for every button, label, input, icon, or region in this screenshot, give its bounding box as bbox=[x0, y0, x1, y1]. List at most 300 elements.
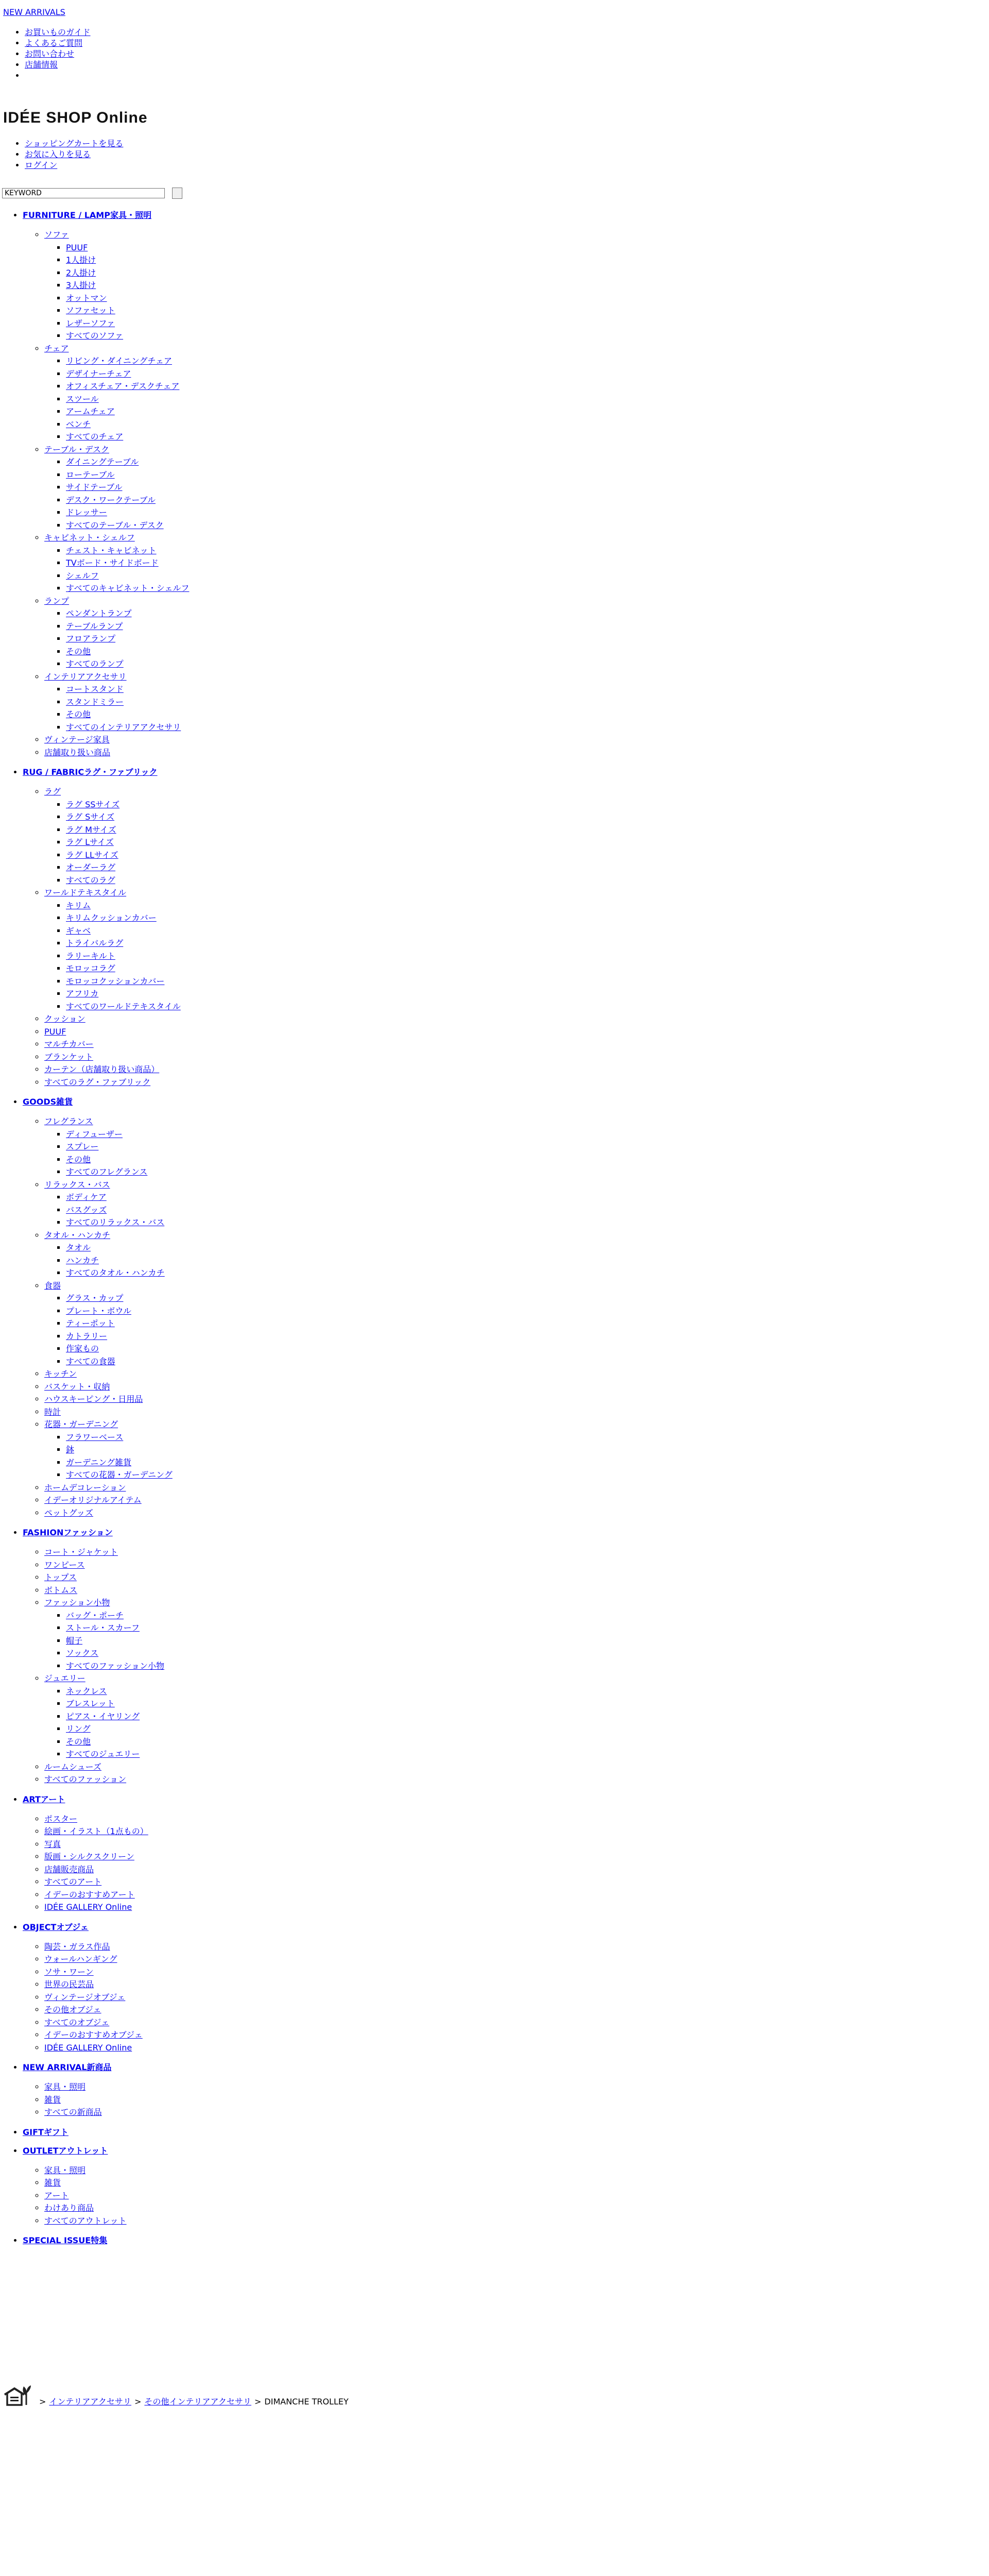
nav-subcategory-link[interactable]: キッチン bbox=[44, 1369, 77, 1379]
nav-subcategory-link[interactable]: クッション bbox=[44, 1014, 86, 1024]
nav-subcategory-link[interactable]: 店舗取り扱い商品 bbox=[44, 747, 111, 757]
nav-subcategory bbox=[44, 2164, 189, 2177]
nav-category bbox=[23, 1794, 189, 1914]
nav-leaf bbox=[66, 355, 189, 368]
search-button[interactable] bbox=[172, 188, 182, 199]
nav-leaf-link[interactable]: オーダーラグ bbox=[66, 862, 116, 872]
nav-leaf-link[interactable]: サイドテーブル bbox=[66, 482, 123, 492]
nav-subcategory-link[interactable]: ブランケット bbox=[44, 1052, 93, 1062]
nav-subcategory-link[interactable]: すべてのラグ・ファブリック bbox=[44, 1077, 151, 1087]
nav-leaf bbox=[66, 494, 189, 507]
nav-subcategory bbox=[44, 1406, 189, 1419]
nav-subcategory-link[interactable]: インテリアアクセサリ bbox=[44, 671, 127, 682]
nav-subcategory-link[interactable]: 家具・照明 bbox=[44, 2165, 86, 2175]
nav-subcategory bbox=[44, 1229, 189, 1280]
nav-leaf-link[interactable]: 鉢 bbox=[66, 1445, 75, 1454]
nav-subcategory-link[interactable]: キャビネット・シェルフ bbox=[44, 533, 135, 543]
nav-leaf-link[interactable]: オットマン bbox=[66, 293, 107, 303]
nav-subcategory-list bbox=[23, 1546, 189, 1786]
nav-leaf-link[interactable]: すべての花器・ガーデニング bbox=[66, 1470, 173, 1480]
nav-subcategory-link[interactable]: IDÉE GALLERY Online bbox=[44, 1902, 132, 1912]
nav-leaf-link[interactable]: アームチェア bbox=[66, 406, 115, 416]
nav-leaf-link[interactable]: スツール bbox=[66, 394, 99, 404]
nav-category-link[interactable]: FURNITURE / LAMP家具・照明 bbox=[23, 210, 151, 220]
nav-subcategory bbox=[44, 1013, 189, 1026]
nav-leaf-link[interactable]: コートスタンド bbox=[66, 684, 124, 694]
nav-leaf-link[interactable]: モロッコクッションカバー bbox=[66, 976, 165, 986]
nav-leaf-link[interactable]: リビング・ダイニングチェア bbox=[66, 356, 172, 366]
nav-leaf bbox=[66, 1141, 189, 1154]
nav-leaf bbox=[66, 708, 189, 721]
nav-subcategory-link[interactable]: ハウスキーピング・日用品 bbox=[44, 1394, 143, 1404]
nav-category-link[interactable]: GOODS雑貨 bbox=[23, 1097, 73, 1107]
nav-subcategory-link[interactable]: マルチカバー bbox=[44, 1039, 94, 1049]
nav-leaf-link[interactable]: バスグッズ bbox=[66, 1205, 107, 1215]
nav-subcategory bbox=[44, 2190, 189, 2202]
user-menu-item bbox=[25, 149, 123, 160]
nav-leaf bbox=[66, 646, 189, 658]
nav-leaf-list bbox=[44, 545, 189, 595]
nav-subcategory bbox=[44, 747, 189, 759]
nav-leaf-link[interactable]: オフィスチェア・デスクチェア bbox=[66, 381, 180, 391]
nav-leaf-link[interactable]: ソファセット bbox=[66, 306, 115, 315]
nav-leaf-link[interactable]: その他 bbox=[66, 709, 91, 719]
nav-leaf-link[interactable]: その他 bbox=[66, 1736, 91, 1747]
nav-leaf-link[interactable]: ギャベ bbox=[66, 925, 91, 936]
nav-category bbox=[23, 2127, 189, 2138]
nav-leaf-list bbox=[44, 799, 189, 887]
nav-subcategory-link[interactable]: 雑貨 bbox=[44, 2094, 61, 2105]
nav-leaf-link[interactable]: キリムクッションカバー bbox=[66, 913, 157, 923]
nav-subcategory-link[interactable]: すべてのファッション bbox=[44, 1774, 127, 1784]
nav-category-link[interactable]: RUG / FABRICラグ・ファブリック bbox=[23, 767, 158, 777]
nav-leaf-link[interactable]: すべてのタオル・ハンカチ bbox=[66, 1268, 165, 1278]
nav-leaf-link[interactable]: ティーポット bbox=[66, 1318, 115, 1328]
nav-subcategory-link[interactable]: 雑貨 bbox=[44, 2178, 61, 2188]
nav-leaf-link[interactable]: シェルフ bbox=[66, 570, 99, 581]
nav-leaf-link[interactable]: すべてのファッション小物 bbox=[66, 1660, 165, 1671]
nav-leaf-link[interactable]: すべてのインテリアアクセサリ bbox=[66, 722, 181, 732]
nav-subcategory-link[interactable]: アート bbox=[44, 2190, 69, 2200]
nav-leaf bbox=[66, 1698, 189, 1710]
nav-leaf bbox=[66, 874, 189, 887]
favorites-link[interactable]: お気に入りを見る bbox=[25, 149, 91, 159]
nav-category-link[interactable]: SPECIAL ISSUE特集 bbox=[23, 2235, 108, 2245]
nav-leaf bbox=[66, 1748, 189, 1761]
nav-subcategory bbox=[44, 595, 189, 671]
nav-subcategory bbox=[44, 1115, 189, 1179]
nav-leaf bbox=[66, 582, 189, 595]
nav-leaf-list bbox=[44, 1191, 189, 1229]
nav-leaf-link[interactable]: トライバルラグ bbox=[66, 938, 124, 948]
nav-leaf-link[interactable]: タオル bbox=[66, 1243, 91, 1252]
nav-subcategory-link[interactable]: リラックス・バス bbox=[44, 1179, 110, 1190]
nav-leaf-link[interactable]: ラグ Mサイズ bbox=[66, 824, 116, 835]
nav-leaf-link[interactable]: ドレッサー bbox=[66, 507, 107, 517]
utility-menu-item bbox=[25, 59, 91, 70]
nav-leaf bbox=[66, 330, 189, 343]
nav-subcategory-link[interactable]: 陶芸・ガラス作品 bbox=[44, 1941, 110, 1952]
nav-category-link[interactable]: GIFTギフト bbox=[23, 2127, 69, 2137]
nav-leaf bbox=[66, 304, 189, 317]
nav-category-link[interactable]: FASHIONファッション bbox=[23, 1528, 113, 1537]
nav-leaf-link[interactable]: バッグ・ポーチ bbox=[66, 1610, 124, 1620]
breadcrumb-separator: > bbox=[39, 2397, 46, 2406]
nav-leaf-link[interactable]: ラグ LLサイズ bbox=[66, 850, 118, 860]
nav-leaf bbox=[66, 683, 189, 696]
nav-leaf-link[interactable]: すべてのラグ bbox=[66, 875, 115, 885]
nav-subcategory-link[interactable]: すべてのオブジェ bbox=[44, 2017, 110, 2027]
nav-subcategory-link[interactable]: ホームデコレーション bbox=[44, 1482, 126, 1493]
site-logo[interactable]: IDÉE SHOP Online bbox=[3, 109, 148, 126]
nav-subcategory-link[interactable]: コート・ジャケット bbox=[44, 1547, 118, 1557]
nav-leaf-link[interactable]: その他 bbox=[66, 1154, 91, 1164]
nav-leaf-link[interactable]: TVボード・サイドボード bbox=[66, 558, 159, 568]
breadcrumb-link[interactable]: その他インテリアアクセサリ bbox=[144, 2397, 251, 2406]
nav-subcategory-link[interactable]: ボトムス bbox=[44, 1585, 78, 1595]
nav-leaf-link[interactable]: モロッコラグ bbox=[66, 963, 115, 973]
nav-subcategory bbox=[44, 1368, 189, 1381]
nav-leaf bbox=[66, 849, 189, 862]
nav-category-link[interactable]: ARTアート bbox=[23, 1794, 65, 1804]
nav-subcategory bbox=[44, 1851, 189, 1863]
nav-leaf bbox=[66, 633, 189, 646]
nav-category bbox=[23, 210, 189, 759]
nav-leaf-link[interactable]: ダイニングテーブル bbox=[66, 457, 139, 467]
nav-leaf bbox=[66, 393, 189, 406]
nav-leaf-link[interactable]: ラグ Lサイズ bbox=[66, 837, 114, 847]
utility-menu-item-empty bbox=[25, 70, 91, 81]
nav-leaf bbox=[66, 824, 189, 837]
nav-subcategory bbox=[44, 1418, 189, 1482]
nav-subcategory-link[interactable]: その他オブジェ bbox=[44, 2005, 101, 2014]
nav-subcategory-link[interactable]: 世界の民芸品 bbox=[44, 1979, 94, 1989]
nav-subcategory-link[interactable]: ヴィンテージ家具 bbox=[44, 735, 110, 744]
nav-category-link[interactable]: OUTLETアウトレット bbox=[23, 2145, 108, 2156]
nav-leaf bbox=[66, 1292, 189, 1305]
nav-subcategory-link[interactable]: フレグランス bbox=[44, 1116, 93, 1126]
nav-leaf-link[interactable]: すべてのジュエリー bbox=[66, 1749, 140, 1759]
nav-subcategory bbox=[44, 1941, 189, 1954]
breadcrumb-current: DIMANCHE TROLLEY bbox=[264, 2397, 349, 2406]
nav-subcategory bbox=[44, 1901, 189, 1914]
nav-leaf-link[interactable]: その他 bbox=[66, 646, 91, 656]
nav-leaf bbox=[66, 1330, 189, 1343]
nav-subcategory bbox=[44, 1813, 189, 1826]
nav-subcategory-link[interactable]: IDÉE GALLERY Online bbox=[44, 2042, 132, 2053]
nav-subcategory bbox=[44, 2202, 189, 2215]
nav-subcategory-link[interactable]: ラグ bbox=[44, 787, 61, 796]
cart-link[interactable]: ショッピングカートを見る bbox=[25, 139, 124, 148]
nav-leaf bbox=[66, 912, 189, 925]
nav-subcategory bbox=[44, 1889, 189, 1902]
nav-subcategory bbox=[44, 2042, 189, 2055]
nav-leaf-link[interactable]: テーブルランプ bbox=[66, 621, 123, 631]
nav-subcategory bbox=[44, 1991, 189, 2004]
nav-subcategory-link[interactable]: すべての新商品 bbox=[44, 2107, 102, 2117]
nav-subcategory bbox=[44, 1597, 189, 1672]
nav-subcategory-link[interactable]: 店舗販売商品 bbox=[44, 1864, 94, 1874]
nav-subcategory bbox=[44, 1672, 189, 1761]
nav-subcategory-link[interactable]: トップス bbox=[44, 1572, 77, 1582]
nav-subcategory bbox=[44, 1761, 189, 1774]
nav-leaf-list bbox=[44, 355, 189, 444]
nav-leaf-link[interactable]: グラス・カップ bbox=[66, 1293, 124, 1303]
nav-leaf-link[interactable]: すべてのソファ bbox=[66, 331, 124, 341]
nav-leaf bbox=[66, 254, 189, 267]
nav-leaf-link[interactable]: ディフューザー bbox=[66, 1129, 123, 1139]
nav-leaf-link[interactable]: ラグ Sサイズ bbox=[66, 812, 114, 822]
nav-leaf bbox=[66, 658, 189, 671]
nav-leaf bbox=[66, 368, 189, 381]
nav-subcategory-link[interactable]: ワールドテキスタイル bbox=[44, 888, 127, 897]
nav-subcategory-link[interactable]: 家具・照明 bbox=[44, 2082, 86, 2092]
nav-leaf-link[interactable]: ピアス・イヤリング bbox=[66, 1711, 140, 1721]
nav-leaf-list bbox=[44, 1431, 189, 1482]
nav-leaf-link[interactable]: チェスト・キャビネット bbox=[66, 545, 157, 555]
nav-subcategory bbox=[44, 1876, 189, 1889]
nav-subcategory bbox=[44, 1773, 189, 1786]
nav-subcategory bbox=[44, 1381, 189, 1394]
nav-leaf-link[interactable]: ハンカチ bbox=[66, 1255, 99, 1265]
nav-leaf-link[interactable]: ペンダントランプ bbox=[66, 608, 132, 618]
nav-subcategory-link[interactable]: ランプ bbox=[44, 596, 70, 606]
nav-leaf bbox=[66, 811, 189, 824]
nav-subcategory-list bbox=[23, 786, 189, 1089]
nav-leaf bbox=[66, 292, 189, 305]
nav-subcategory bbox=[44, 1051, 189, 1064]
nav-subcategory-list bbox=[23, 229, 189, 759]
nav-subcategory-link[interactable]: ソファ bbox=[44, 230, 69, 240]
utility-menu-item bbox=[25, 48, 91, 59]
nav-category bbox=[23, 1097, 189, 1519]
house-plant-icon[interactable] bbox=[3, 2382, 33, 2407]
nav-subcategory-link[interactable]: ウォールハンギング bbox=[44, 1954, 117, 1964]
nav-leaf bbox=[66, 481, 189, 494]
breadcrumb-link[interactable]: インテリアアクセサリ bbox=[49, 2397, 131, 2406]
nav-leaf bbox=[66, 1723, 189, 1736]
nav-leaf-link[interactable]: 2人掛け bbox=[66, 267, 96, 278]
nav-leaf bbox=[66, 799, 189, 811]
nav-subcategory bbox=[44, 1482, 189, 1495]
nav-leaf-link[interactable]: すべてのキャビネット・シェルフ bbox=[66, 583, 190, 593]
nav-leaf-link[interactable]: リング bbox=[66, 1724, 91, 1734]
nav-subcategory-link[interactable]: イデーのおすすめオブジェ bbox=[44, 2030, 143, 2040]
search-form bbox=[2, 188, 171, 200]
nav-leaf-link[interactable]: すべてのランプ bbox=[66, 659, 124, 669]
nav-leaf bbox=[66, 1444, 189, 1456]
nav-subcategory-list bbox=[23, 2164, 189, 2228]
nav-leaf-link[interactable]: スプレー bbox=[66, 1142, 99, 1151]
nav-leaf bbox=[66, 1255, 189, 1267]
nav-leaf-link[interactable]: ストール・スカーフ bbox=[66, 1623, 140, 1633]
nav-leaf-link[interactable]: ソックス bbox=[66, 1648, 99, 1658]
nav-leaf bbox=[66, 1001, 189, 1013]
nav-leaf bbox=[66, 950, 189, 963]
nav-leaf bbox=[66, 1267, 189, 1280]
nav-subcategory-link[interactable]: わけあり商品 bbox=[44, 2203, 94, 2213]
nav-leaf-link[interactable]: すべてのリラックス・バス bbox=[66, 1217, 165, 1227]
breadcrumb-separator: > bbox=[134, 2397, 142, 2406]
nav-leaf-link[interactable]: 3人掛け bbox=[66, 280, 96, 290]
nav-leaf bbox=[66, 557, 189, 570]
nav-subcategory-link[interactable]: イデーオリジナルアイテム bbox=[44, 1495, 142, 1505]
nav-leaf-link[interactable]: レザーソファ bbox=[66, 318, 115, 328]
nav-leaf-list bbox=[44, 900, 189, 1013]
nav-leaf-link[interactable]: カトラリー bbox=[66, 1331, 108, 1341]
nav-leaf bbox=[66, 279, 189, 292]
nav-leaf-list bbox=[44, 1609, 189, 1673]
nav-leaf bbox=[66, 1685, 189, 1698]
guide-link[interactable]: お買いものガイド bbox=[25, 27, 91, 37]
nav-leaf-link[interactable]: ブレスレット bbox=[66, 1699, 115, 1708]
nav-subcategory-link[interactable]: ルームシューズ bbox=[44, 1761, 101, 1772]
nav-subcategory-link[interactable]: 花器・ガーデニング bbox=[44, 1419, 118, 1429]
nav-subcategory bbox=[44, 1494, 189, 1507]
nav-leaf-list bbox=[44, 456, 189, 532]
nav-leaf bbox=[66, 1469, 189, 1482]
breadcrumb-separator: > bbox=[254, 2397, 262, 2406]
nav-subcategory-link[interactable]: 版画・シルクスクリーン bbox=[44, 1852, 134, 1861]
nav-leaf-link[interactable]: すべてのフレグランス bbox=[66, 1167, 148, 1177]
nav-leaf bbox=[66, 1736, 189, 1749]
contact-link[interactable]: お問い合わせ bbox=[25, 49, 75, 59]
nav-leaf bbox=[66, 1622, 189, 1635]
nav-leaf-link[interactable]: ガーデニング雑貨 bbox=[66, 1457, 132, 1467]
nav-leaf-link[interactable]: すべてのチェア bbox=[66, 432, 124, 442]
nav-leaf bbox=[66, 1635, 189, 1648]
utility-menu-item bbox=[25, 27, 91, 38]
nav-subcategory bbox=[44, 1179, 189, 1229]
user-menu-item bbox=[25, 138, 123, 149]
nav-leaf-list bbox=[44, 683, 189, 734]
nav-category-link[interactable]: OBJECTオブジェ bbox=[23, 1922, 89, 1932]
nav-leaf-link[interactable]: すべてのワールドテキスタイル bbox=[66, 1001, 181, 1011]
nav-subcategory-link[interactable]: タオル・ハンカチ bbox=[44, 1230, 111, 1240]
nav-leaf-link[interactable]: スタンドミラー bbox=[66, 697, 124, 707]
nav-leaf bbox=[66, 975, 189, 988]
nav-subcategory-link[interactable]: カーテン（店舗取り扱い商品） bbox=[44, 1064, 160, 1074]
nav-leaf bbox=[66, 1355, 189, 1368]
nav-subcategory-link[interactable]: すべてのアウトレット bbox=[44, 2215, 127, 2226]
category-nav bbox=[0, 208, 189, 2254]
nav-subcategory-link[interactable]: ワンピース bbox=[44, 1560, 85, 1570]
nav-category bbox=[23, 767, 189, 1089]
nav-leaf bbox=[66, 469, 189, 482]
nav-subcategory-link[interactable]: ジュエリー bbox=[44, 1673, 86, 1683]
store-info-link[interactable]: 店舗情報 bbox=[25, 60, 58, 70]
nav-subcategory bbox=[44, 1571, 189, 1584]
nav-category-link[interactable]: NEW ARRIVAL新商品 bbox=[23, 2062, 112, 2072]
nav-leaf bbox=[66, 242, 189, 255]
nav-leaf bbox=[66, 925, 189, 938]
nav-category bbox=[23, 1528, 189, 1786]
nav-leaf-link[interactable]: ベンチ bbox=[66, 419, 91, 429]
faq-link[interactable]: よくあるご質問 bbox=[25, 38, 83, 48]
nav-subcategory bbox=[44, 2004, 189, 2016]
nav-leaf-link[interactable]: デスク・ワークテーブル bbox=[66, 495, 156, 505]
nav-leaf-link[interactable]: 帽子 bbox=[66, 1635, 83, 1646]
nav-subcategory-list bbox=[23, 1941, 189, 2055]
nav-leaf-link[interactable]: フロアランプ bbox=[66, 634, 116, 643]
new-arrivals-link[interactable]: NEW ARRIVALS bbox=[3, 7, 65, 17]
nav-subcategory-link[interactable]: すべてのアート bbox=[44, 1877, 102, 1887]
nav-subcategory-link[interactable]: チェア bbox=[44, 343, 69, 353]
nav-leaf-link[interactable]: PUUF bbox=[66, 242, 88, 252]
nav-leaf-list bbox=[44, 1685, 189, 1761]
nav-leaf-list bbox=[44, 1242, 189, 1280]
nav-leaf bbox=[66, 988, 189, 1001]
nav-subcategory bbox=[44, 1966, 189, 1979]
nav-subcategory-link[interactable]: 絵画・イラスト（1点もの） bbox=[44, 1826, 148, 1836]
nav-subcategory bbox=[44, 2016, 189, 2029]
nav-leaf bbox=[66, 620, 189, 633]
nav-leaf bbox=[66, 1431, 189, 1444]
nav-subcategory bbox=[44, 1825, 189, 1838]
nav-leaf bbox=[66, 900, 189, 912]
user-menu-item bbox=[25, 160, 123, 171]
nav-subcategory bbox=[44, 1978, 189, 1991]
nav-leaf bbox=[66, 1710, 189, 1723]
nav-leaf bbox=[66, 1154, 189, 1166]
nav-subcategory-link[interactable]: イデーのおすすめアート bbox=[44, 1889, 135, 1900]
nav-leaf-link[interactable]: すべてのテーブル・デスク bbox=[66, 520, 164, 530]
nav-category bbox=[23, 2062, 189, 2119]
nav-subcategory bbox=[44, 1063, 189, 1076]
nav-leaf-link[interactable]: ローテーブル bbox=[66, 469, 115, 480]
nav-leaf bbox=[66, 570, 189, 583]
nav-leaf-link[interactable]: すべての食器 bbox=[66, 1356, 115, 1366]
nav-category bbox=[23, 1922, 189, 2055]
nav-leaf-list bbox=[44, 607, 189, 671]
nav-leaf-link[interactable]: アフリカ bbox=[66, 989, 99, 998]
nav-leaf-link[interactable]: ラリーキルト bbox=[66, 951, 115, 961]
nav-subcategory-link[interactable]: ポスター bbox=[44, 1814, 78, 1824]
search-input[interactable] bbox=[2, 188, 165, 198]
nav-subcategory-link[interactable]: テーブル・デスク bbox=[44, 444, 109, 454]
nav-leaf-link[interactable]: プレート・ボウル bbox=[66, 1306, 131, 1316]
nav-subcategory bbox=[44, 1863, 189, 1876]
nav-leaf-link[interactable]: ボディケア bbox=[66, 1192, 107, 1202]
nav-leaf bbox=[66, 1660, 189, 1673]
nav-leaf bbox=[66, 380, 189, 393]
nav-leaf-link[interactable]: ネックレス bbox=[66, 1686, 107, 1696]
nav-subcategory-link[interactable]: 写真 bbox=[44, 1839, 61, 1849]
nav-leaf bbox=[66, 1166, 189, 1179]
nav-subcategory-link[interactable]: 食器 bbox=[44, 1280, 61, 1291]
nav-subcategory-link[interactable]: PUUF bbox=[44, 1026, 66, 1037]
nav-leaf-link[interactable]: デザイナーチェア bbox=[66, 368, 131, 379]
nav-leaf-link[interactable]: 作家もの bbox=[66, 1344, 99, 1353]
nav-leaf-link[interactable]: フラワーベース bbox=[66, 1432, 124, 1442]
nav-subcategory-link[interactable]: 時計 bbox=[44, 1406, 61, 1417]
nav-leaf bbox=[66, 431, 189, 444]
nav-subcategory-link[interactable]: ファッション小物 bbox=[44, 1598, 110, 1607]
nav-leaf-link[interactable]: 1人掛け bbox=[66, 255, 96, 265]
nav-subcategory-link[interactable]: ソサ・ワーン bbox=[44, 1967, 94, 1977]
nav-leaf-list bbox=[44, 1128, 189, 1179]
login-link[interactable]: ログイン bbox=[25, 160, 58, 170]
nav-subcategory-link[interactable]: バスケット・収納 bbox=[44, 1381, 110, 1392]
nav-subcategory bbox=[44, 1546, 189, 1559]
nav-leaf bbox=[66, 519, 189, 532]
nav-leaf-link[interactable]: キリム bbox=[66, 900, 91, 910]
nav-leaf bbox=[66, 1647, 189, 1660]
nav-subcategory bbox=[44, 1953, 189, 1966]
nav-leaf-link[interactable]: ラグ SSサイズ bbox=[66, 799, 120, 809]
nav-subcategory-link[interactable]: ヴィンテージオブジェ bbox=[44, 1992, 126, 2002]
nav-subcategory-link[interactable]: ペットグッズ bbox=[44, 1507, 93, 1518]
